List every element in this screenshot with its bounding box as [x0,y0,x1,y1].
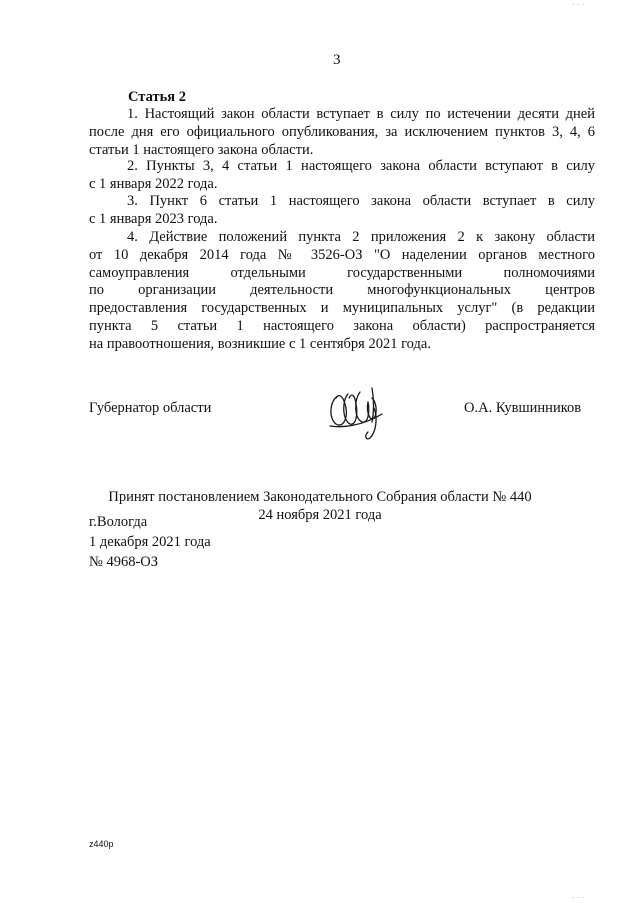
paragraph-line: 3. Пункт 6 статьи 1 настоящего закона области вступает в силу [127,193,595,209]
adoption-date: 24 ноября 2021 года [258,507,382,523]
signatory-name: О.А. Кувшинников [464,400,582,416]
paragraph-3 [89,193,595,229]
paragraph-line: 4. Действие положений пункта 2 приложения 2 к закону области [127,229,595,245]
paragraph-line: от 10 декабря 2014 года № 3526-ОЗ "О наделении органов местного [89,246,595,263]
scan-corner-mark: · · · [572,893,585,902]
paragraph-line: предоставления государственных и муниципальных услуг" (в редакции [89,300,595,317]
paragraph-line: 2. Пункты 3, 4 статьи 1 настоящего закона области вступают в силу [127,158,595,174]
paragraph-line: с 1 января 2022 года. [89,175,218,192]
paragraph-line: с 1 января 2023 года. [89,210,218,227]
handwritten-signature [322,378,394,442]
paragraph-line: статьи 1 настоящего закона области. [89,141,314,158]
scan-corner-mark: · · · [572,0,585,9]
paragraph-line: на правоотношения, возникшие с 1 сентября 2021 года. [89,335,431,352]
paragraph-1 [89,106,595,159]
paragraph-line: после дня его официального опубликования, за исключением пунктов 3, 4, 6 [89,123,595,140]
paragraph-4 [89,229,595,354]
law-number: № 4968-ОЗ [89,554,159,570]
adoption-line: Принят постановлением Законодательного Собрания области № 440 [108,489,532,505]
place-date-block [89,512,211,572]
paragraph-line: самоуправления отдельными государственными полномочиями [89,264,595,281]
signing-date: 1 декабря 2021 года [89,534,211,550]
document-code: z440p [89,839,114,849]
signatory-title: Губернатор области [89,400,212,416]
paragraph-line: пункта 5 статьи 1 настоящего закона области) распространяется [89,317,595,334]
city: г.Вологда [89,514,148,530]
paragraph-line: по организации деятельности многофункциональных центров [89,282,595,299]
article-heading: Статья 2 [128,89,186,105]
paragraph-2 [89,158,595,194]
paragraph-line: 1. Настоящий закон области вступает в силу по истечении десяти дней [127,106,595,122]
page-number: 3 [333,52,341,68]
